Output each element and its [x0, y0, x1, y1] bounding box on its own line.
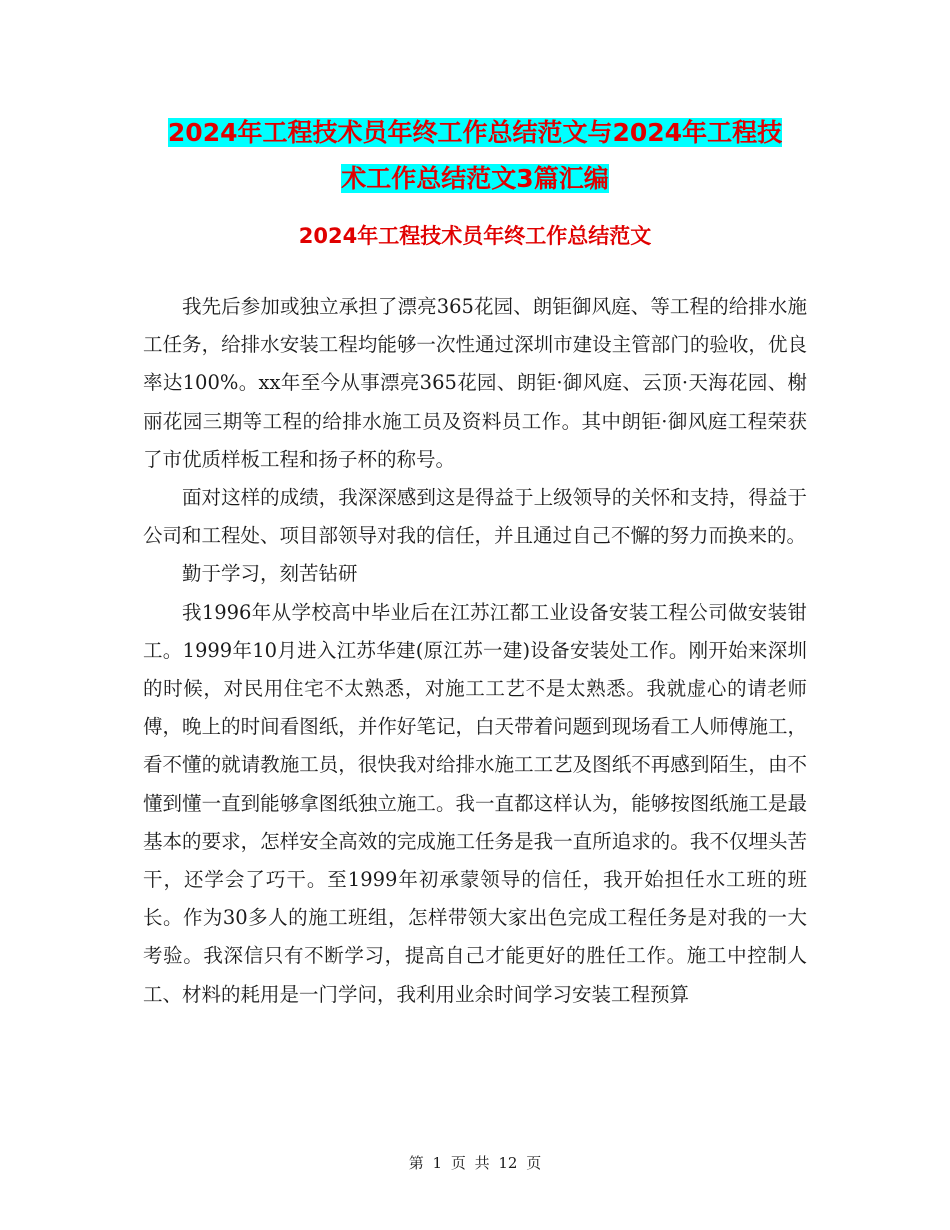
paragraph: 我先后参加或独立承担了漂亮365花园、朗钜御风庭、等工程的给排水施工任务，给排水安装工程均能够一次性通过深圳市建设主管部门的验收，优良率达100%。xx年至今从事漂亮365花园、朗钜·御风庭、云顶·天海花园、榭丽花园三期等工程的给排水施工员及资料员工作。其中朗钜·御风庭工程荣获了市优质样板工程和扬子杯的称号。 — [143, 295, 807, 471]
document-title — [140, 110, 810, 202]
title-line-1: 2024年工程技术员年终工作总结范文与2024年工程技 — [167, 118, 783, 147]
title-line-2: 术工作总结范文3篇汇编 — [341, 164, 609, 193]
page-number: 第 1 页 共 12 页 — [408, 1154, 542, 1172]
document-body — [143, 288, 807, 1014]
paragraph: 我1996年从学校高中毕业后在江苏江都工业设备安装工程公司做安装钳工。1999年10月进入江苏华建(原江苏一建)设备安装处工作。刚开始来深圳的时候，对民用住宅不太熟悉，对施工工艺不是太熟悉。我就虚心的请老师傅，晚上的时间看图纸，并作好笔记，白天带着问题到现场看工人师傅施工，看不懂的就请教施工员，很快我对给排水施工工艺及图纸不再感到陌生，由不懂到懂一直到能够拿图纸独立施工。我一直都这样认为，能够按图纸施工是最基本的要求，怎样安全高效的完成施工任务是我一直所追求的。我不仅埋头苦干，还学会了巧干。至1999年初承蒙领导的信任，我开始担任水工班的班长。作为30多人的施工班组，怎样带领大家出色完成工程任务是对我的一大考验。我深信只有不断学习，提高自己才能更好的胜任工作。施工中控制人工、材料的耗用是一门学问，我利用业余时间学习安装工程预算 — [143, 600, 807, 1006]
paragraph: 面对这样的成绩，我深深感到这是得益于上级领导的关怀和支持，得益于公司和工程处、项目部领导对我的信任，并且通过自己不懈的努力而换来的。 — [143, 486, 807, 548]
section-title: 2024年工程技术员年终工作总结范文 — [298, 224, 652, 248]
section-heading: 勤于学习，刻苦钻研 — [182, 562, 358, 586]
